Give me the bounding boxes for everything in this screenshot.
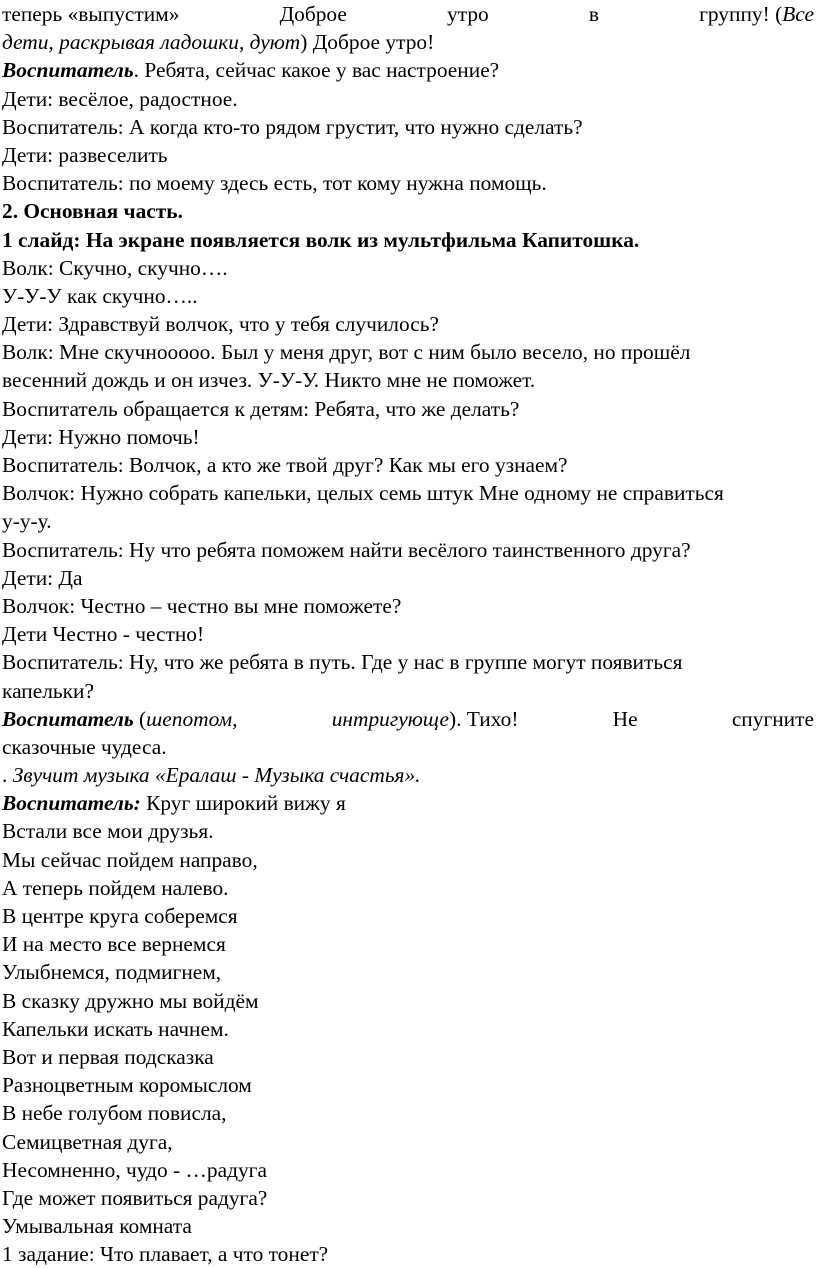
music-cue — [2, 761, 814, 789]
text-line-13: Волк: Мне скучноoooo. Был у меня друг, вот с ним было весело, но прошёл — [2, 340, 691, 365]
text-line-14: весенний дождь и он изчез. У-У-У. Никто мне не поможет. — [2, 368, 536, 393]
stage-direction: дети, раскрывая ладошки, дуют — [2, 30, 301, 55]
text-word: в — [588, 2, 599, 26]
poem-line: В сказку дружно мы войдём — [2, 988, 259, 1013]
text-fragment: Круг широкий вижу я — [140, 791, 346, 816]
text-line-16: Дети: Нужно помочь! — [2, 424, 200, 449]
text-line-7: Воспитатель: по моему здесь есть, тот кому нужна помощь. — [2, 171, 547, 196]
text-line-3 — [2, 56, 814, 84]
text-fragment: . Ребята, сейчас какое у вас настроение? — [133, 58, 500, 83]
text-line-15: Воспитатель обращается к детям: Ребята, что же делать? — [2, 396, 520, 421]
stage-direction: шепотом, — [146, 706, 238, 731]
text-line-4: Дети: весёлое, радостное. — [2, 86, 238, 111]
stage-direction: интригующе — [331, 706, 449, 731]
text-word-group — [699, 0, 814, 28]
text-word: спугните — [731, 706, 814, 731]
text-line-6: Дети: развеселить — [2, 142, 168, 167]
text-line-43: Где может появиться радуга? — [2, 1185, 268, 1210]
poem-line: Встали все мои друзья. — [2, 819, 214, 844]
text-fragment: ( — [133, 706, 147, 731]
poem-line: А теперь пойдем налево. — [2, 875, 229, 900]
stage-direction: Звучит музыка «Ералаш - Музыка счастья». — [12, 763, 421, 788]
text-fragment: . — [2, 763, 13, 788]
text-line-18: Волчок: Нужно собрать капельки, целых семь штук Мне одному не справиться — [2, 481, 724, 506]
text-line-20: Воспитатель: Ну что ребята поможем найти весёлого таинственного друга? — [2, 537, 691, 562]
poem-line: Несомненно, чудо - …радуга — [2, 1157, 267, 1182]
task-line: 1 задание: Что плавает, а что тонет? — [2, 1242, 329, 1267]
stage-direction: Все — [782, 2, 814, 26]
poem-line: В центре круга соберемся — [2, 904, 238, 928]
speaker-label: Воспитатель: — [2, 791, 141, 816]
text-line-23: Дети Честно - честно! — [2, 622, 205, 647]
text-word-group — [332, 705, 519, 733]
text-line-26 — [2, 705, 814, 733]
text-line-19: у-у-у. — [2, 509, 52, 534]
poem-line: Семицветная дуга, — [2, 1129, 173, 1154]
text-word-group — [2, 705, 238, 733]
text-line-29 — [2, 789, 814, 817]
text-line-11: У-У-У как скучно….. — [2, 283, 198, 308]
text-fragment: ) Доброе утро! — [300, 30, 435, 55]
speaker-label: Воспитатель — [2, 58, 134, 83]
poem-line: Вот и первая подсказка — [2, 1044, 214, 1069]
speaker-label: Воспитатель — [2, 706, 134, 731]
text-fragment: ). Тихо! — [448, 706, 519, 731]
text-word: Не — [612, 706, 638, 731]
section-heading: 2. Основная часть. — [2, 199, 183, 224]
poem-line: Разноцветным коромыслом — [2, 1073, 252, 1098]
poem-line: Улыбнемся, подмигнем, — [2, 960, 222, 985]
poem-line: В небе голубом повисла, — [2, 1101, 227, 1126]
text-line-1 — [2, 0, 814, 28]
slide-heading: 1 слайд: На экране появляется волк из мультфильма Капитошка. — [2, 227, 640, 252]
text-line-12: Дети: Здравствуй волчок, что у тебя случилось? — [2, 312, 439, 337]
text-line-5: Воспитатель: А когда кто-то рядом грустит, что нужно сделать? — [2, 114, 583, 139]
text-word: Доброе — [279, 2, 347, 26]
text-line-27: сказочные чудеса. — [2, 734, 167, 759]
text-line-44: Умывальная комната — [2, 1214, 192, 1239]
text-word: утро — [447, 2, 489, 26]
text-line-25: капельки? — [2, 678, 94, 703]
text-line-17: Воспитатель: Волчок, а кто же твой друг? Как мы его узнаем? — [2, 453, 568, 477]
text-line-21: Дети: Да — [2, 565, 83, 590]
text-line-2 — [2, 28, 814, 56]
text-word: группу! ( — [699, 2, 783, 26]
poem-line: Мы сейчас пойдем направо, — [2, 847, 258, 872]
poem-line: И на место все вернемся — [2, 932, 226, 957]
poem-line: Капельки искать начнем. — [2, 1016, 229, 1041]
text-line-22: Волчок: Честно – честно вы мне поможете? — [2, 593, 402, 618]
text-line-24: Воспитатель: Ну, что же ребята в путь. Где у нас в группе могут появиться — [2, 650, 683, 675]
text-line-10: Волк: Скучно, скучно…. — [2, 255, 228, 280]
text-word: теперь «выпустим» — [2, 2, 180, 26]
